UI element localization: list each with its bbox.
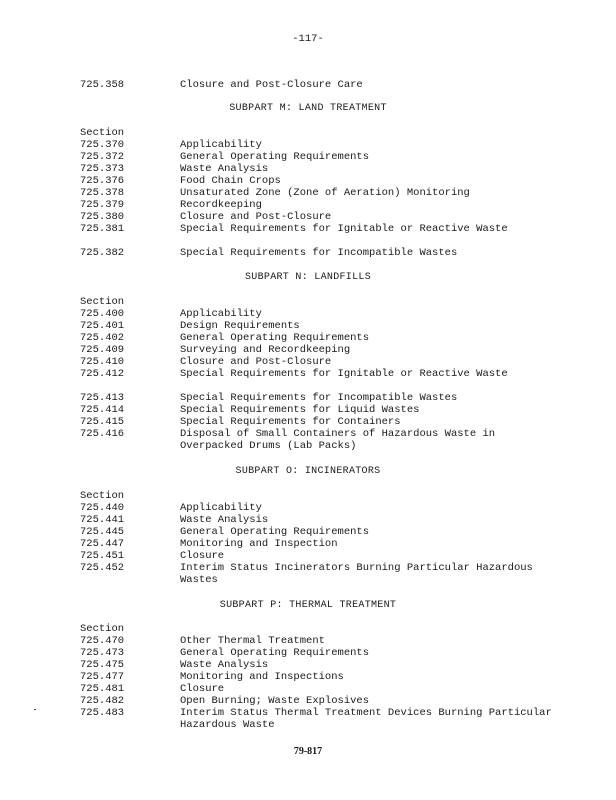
toc-entry (0, 635, 616, 647)
section-title: General Operating Requirements (180, 151, 370, 163)
toc-entry (0, 514, 616, 526)
section-title: Design Requirements (180, 320, 300, 332)
section-label (0, 296, 616, 308)
section-number: 725.381 (80, 223, 125, 235)
toc-entry (0, 502, 616, 514)
toc-entry (0, 151, 616, 163)
section-title: Applicability (180, 502, 262, 514)
toc-entry (0, 199, 616, 211)
section-number: 725.473 (80, 647, 125, 659)
toc-entry (0, 428, 616, 452)
section-title: Monitoring and Inspection (180, 538, 338, 550)
section-title: Open Burning; Waste Explosives (180, 695, 370, 707)
toc-entry (0, 175, 616, 187)
section-title: Waste Analysis (180, 163, 269, 175)
toc-entry (0, 695, 616, 707)
section-title: Closure and Post-Closure (180, 211, 332, 223)
section-label (0, 490, 616, 502)
toc-entry (0, 139, 616, 151)
toc-entry (0, 320, 616, 332)
toc-entry (0, 79, 616, 91)
section-label-text: Section (80, 623, 125, 635)
section-title: Closure (180, 683, 225, 695)
section-title: Food Chain Crops (180, 175, 281, 187)
section-number: 725.380 (80, 211, 125, 223)
section-number: 725.440 (80, 502, 125, 514)
section-number: 725.401 (80, 320, 125, 332)
section-label-text: Section (80, 490, 125, 502)
toc-entry (0, 404, 616, 416)
section-number: 725.382 (80, 247, 125, 259)
section-title: Surveying and Recordkeeping (180, 344, 351, 356)
section-number: 725.412 (80, 368, 125, 380)
toc-entry (0, 211, 616, 223)
toc-entry (0, 707, 616, 731)
section-title: Recordkeeping (180, 199, 262, 211)
section-title: Interim Status Incinerators Burning Particular Hazardous Wastes (180, 562, 533, 586)
section-number: 725.376 (80, 175, 125, 187)
section-label (0, 127, 616, 139)
section-title: Closure and Post-Closure (180, 356, 332, 368)
section-number: 725.358 (80, 79, 125, 91)
section-number: 725.410 (80, 356, 125, 368)
toc-entry (0, 187, 616, 199)
subpart-heading: SUBPART N: LANDFILLS (244, 272, 372, 283)
section-number: 725.370 (80, 139, 125, 151)
section-number: 725.483 (80, 707, 125, 719)
section-title: Special Requirements for Ignitable or Reactive Waste (180, 223, 508, 235)
section-title: General Operating Requirements (180, 526, 370, 538)
section-title: Waste Analysis (180, 659, 269, 671)
section-number: 725.372 (80, 151, 125, 163)
section-label-text: Section (80, 127, 125, 139)
section-title: Closure and Post-Closure Care (180, 79, 363, 91)
toc-entry (0, 647, 616, 659)
section-title: Monitoring and Inspections (180, 671, 344, 683)
section-number: 725.451 (80, 550, 125, 562)
toc-entry (0, 308, 616, 320)
page-number: -117- (292, 33, 324, 45)
section-number: 725.413 (80, 392, 125, 404)
section-number: 725.477 (80, 671, 125, 683)
section-title: Other Thermal Treatment (180, 635, 325, 647)
footer-page-code: 79-817 (293, 746, 323, 757)
section-number: 725.414 (80, 404, 125, 416)
toc-entry (0, 659, 616, 671)
section-title: General Operating Requirements (180, 332, 370, 344)
section-number: 725.452 (80, 562, 125, 574)
toc-entry (0, 526, 616, 538)
toc-entry (0, 671, 616, 683)
toc-entry (0, 356, 616, 368)
section-number: 725.378 (80, 187, 125, 199)
section-number: 725.402 (80, 332, 125, 344)
toc-entry (0, 368, 616, 392)
section-label-text: Section (80, 296, 125, 308)
section-number: 725.409 (80, 344, 125, 356)
subpart-heading: SUBPART M: LAND TREATMENT (229, 103, 387, 114)
section-title: Disposal of Small Containers of Hazardous Waste in Overpacked Drums (Lab Packs) (180, 428, 496, 452)
section-title: Special Requirements for Ignitable or Reactive Waste (180, 368, 508, 380)
section-title: Interim Status Thermal Treatment Devices Burning Particular Hazardous Waste (180, 707, 552, 731)
section-title: General Operating Requirements (180, 647, 370, 659)
section-number: 725.447 (80, 538, 125, 550)
toc-entry (0, 344, 616, 356)
section-title: Unsaturated Zone (Zone of Aeration) Monitoring (180, 187, 470, 199)
section-title: Special Requirements for Containers (180, 416, 401, 428)
toc-entry (0, 223, 616, 247)
section-number: 725.400 (80, 308, 125, 320)
section-number: 725.373 (80, 163, 125, 175)
section-number: 725.379 (80, 199, 125, 211)
section-number: 725.445 (80, 526, 125, 538)
toc-entry (0, 163, 616, 175)
section-number: 725.470 (80, 635, 125, 647)
section-number: 725.481 (80, 683, 125, 695)
toc-entry (0, 562, 616, 586)
section-title: Special Requirements for Incompatible Wastes (180, 247, 458, 259)
section-title: Applicability (180, 139, 262, 151)
section-number: 725.441 (80, 514, 125, 526)
toc-entry (0, 416, 616, 428)
section-number: 725.482 (80, 695, 125, 707)
toc-entry (0, 683, 616, 695)
section-number: 725.415 (80, 416, 125, 428)
section-title: Special Requirements for Incompatible Wastes (180, 392, 458, 404)
toc-entry (0, 550, 616, 562)
section-number: 725.475 (80, 659, 125, 671)
toc-entry (0, 392, 616, 404)
toc-entry (0, 247, 616, 259)
toc-entry (0, 538, 616, 550)
subpart-heading: SUBPART P: THERMAL TREATMENT (219, 600, 397, 611)
subpart-heading: SUBPART O: INCINERATORS (235, 466, 381, 477)
section-title: Closure (180, 550, 225, 562)
toc-entry (0, 332, 616, 344)
scan-speck (34, 709, 36, 710)
section-number: 725.416 (80, 428, 125, 440)
section-label (0, 623, 616, 635)
section-title: Special Requirements for Liquid Wastes (180, 404, 420, 416)
section-title: Waste Analysis (180, 514, 269, 526)
section-title: Applicability (180, 308, 262, 320)
